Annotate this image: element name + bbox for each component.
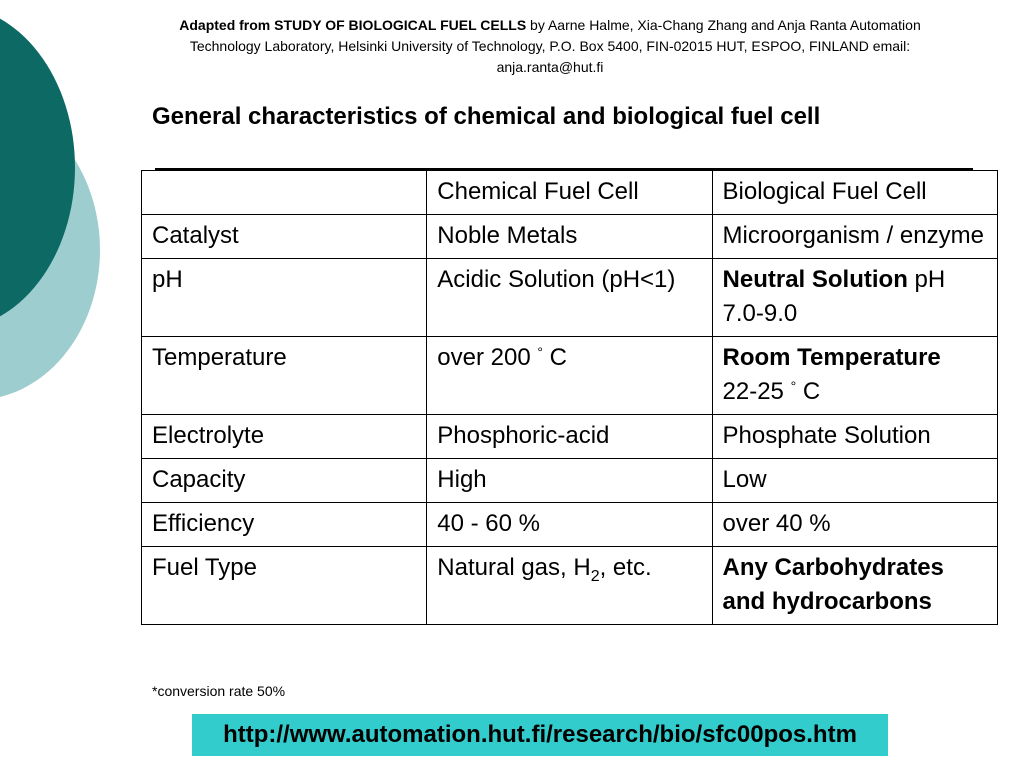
- biological-highlight: Neutral Solution: [722, 266, 908, 293]
- table-row-temperature: [142, 337, 998, 415]
- biological-value: 22-25: [722, 378, 791, 405]
- biological-cell: [712, 547, 997, 625]
- biological-unit: C: [796, 378, 821, 405]
- table-row-fuel-type: [142, 547, 998, 625]
- chemical-cell: Acidic Solution (pH<1): [427, 259, 712, 337]
- row-label: pH: [142, 259, 427, 337]
- table-row-ph: [142, 259, 998, 337]
- comparison-table: [141, 170, 998, 625]
- citation-details: by Aarne Halme, Xia-Chang Zhang and Anja Ranta Automation Technology Laboratory, Helsinki University of Technology, P.O. Box 5400, FIN-02015 HUT, ESPOO, FINLAND email: anja.ranta@hut.fi: [189, 17, 921, 75]
- biological-highlight: Room Temperature: [722, 344, 941, 371]
- citation-lead: Adapted from STUDY OF BIOLOGICAL FUEL CELLS: [179, 17, 527, 33]
- header-blank-cell: [142, 171, 427, 215]
- biological-cell: Microorganism / enzyme: [712, 215, 997, 259]
- table-header-row: [142, 171, 998, 215]
- row-label: Capacity: [142, 459, 427, 503]
- degree-mark: °: [537, 344, 543, 360]
- source-url-link[interactable]: http://www.automation.hut.fi/research/bio/sfc00pos.htm: [192, 714, 888, 756]
- footnote: *conversion rate 50%: [152, 683, 286, 699]
- chemical-value: Natural gas, H: [437, 554, 591, 581]
- chemical-value: over 200: [437, 344, 538, 371]
- row-label: Catalyst: [142, 215, 427, 259]
- biological-cell: over 40 %: [712, 503, 997, 547]
- row-label: Temperature: [142, 337, 427, 415]
- chemical-unit: C: [542, 344, 567, 371]
- table-row-capacity: [142, 459, 998, 503]
- row-label: Electrolyte: [142, 415, 427, 459]
- header-biological: Biological Fuel Cell: [712, 171, 997, 215]
- chemical-cell: 40 - 60 %: [427, 503, 712, 547]
- chemical-cell: Noble Metals: [427, 215, 712, 259]
- header-chemical: Chemical Fuel Cell: [427, 171, 712, 215]
- biological-highlight: Any Carbohydrates and hydrocarbons: [722, 554, 944, 615]
- chemical-cell: High: [427, 459, 712, 503]
- chemical-suffix: , etc.: [599, 554, 652, 581]
- biological-detail: pH 7.0-9.0: [722, 266, 946, 327]
- chemical-cell: Phosphoric-acid: [427, 415, 712, 459]
- table-row-efficiency: [142, 503, 998, 547]
- row-label: Efficiency: [142, 503, 427, 547]
- slide-title: General characteristics of chemical and biological fuel cell: [152, 103, 821, 130]
- biological-cell: Phosphate Solution: [712, 415, 997, 459]
- table-row-catalyst: [142, 215, 998, 259]
- biological-cell: [712, 337, 997, 415]
- biological-cell: [712, 259, 997, 337]
- table-row-electrolyte: [142, 415, 998, 459]
- chemical-cell: [427, 337, 712, 415]
- row-label: Fuel Type: [142, 547, 427, 625]
- chemical-cell: [427, 547, 712, 625]
- biological-cell: Low: [712, 459, 997, 503]
- degree-mark: °: [790, 378, 797, 394]
- subscript-2: 2: [590, 568, 600, 585]
- source-citation: [145, 15, 955, 78]
